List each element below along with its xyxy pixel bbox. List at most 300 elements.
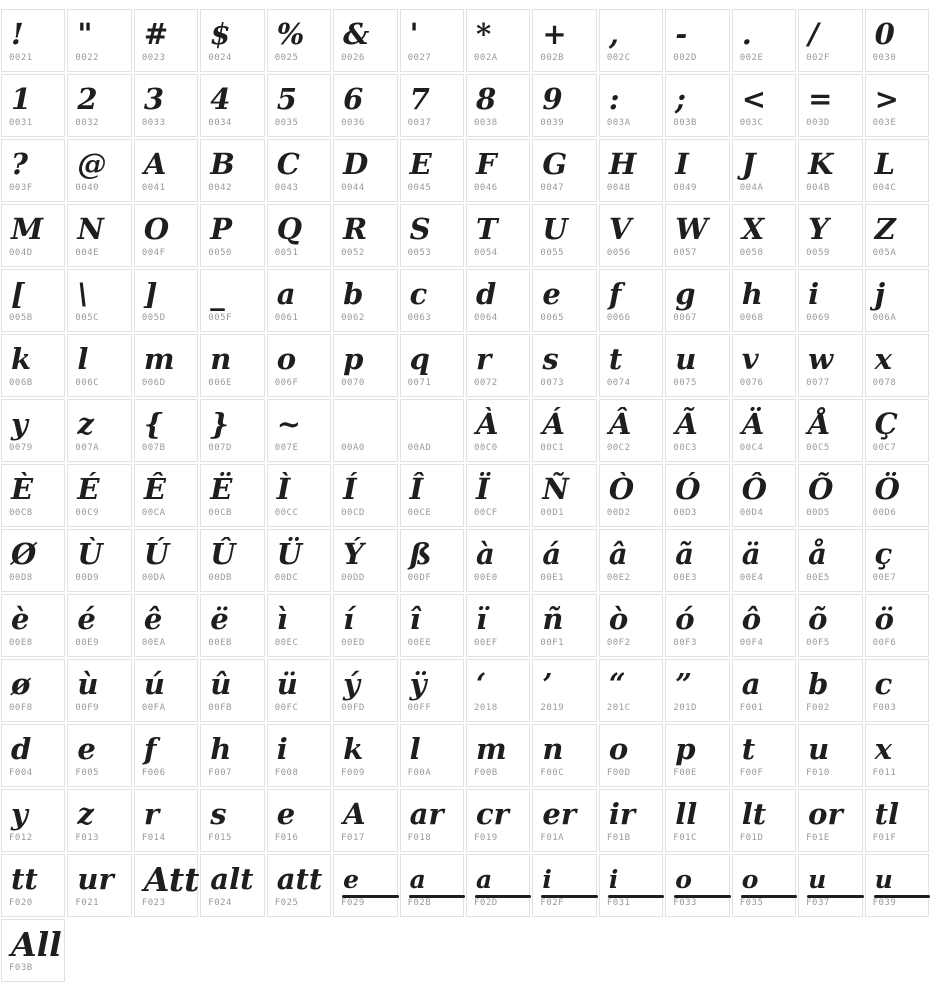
glyph-cell	[732, 399, 796, 462]
glyph-cell	[599, 854, 663, 917]
glyph-code-label: F003	[872, 703, 897, 713]
glyph-code-label: 0039	[540, 118, 565, 128]
glyph-code-label: F01A	[540, 833, 565, 843]
glyph-character: K	[808, 146, 834, 181]
glyph-cell	[798, 9, 862, 72]
glyph-code-label: 00EA	[141, 638, 166, 648]
glyph-code-label: F001	[739, 703, 764, 713]
glyph-character: Â	[608, 406, 632, 441]
glyph-cell	[865, 854, 929, 917]
glyph-character: ‘	[476, 666, 487, 701]
glyph-cell	[532, 724, 596, 787]
glyph-character: R	[343, 211, 368, 246]
glyph-code-label: 0056	[606, 248, 631, 258]
glyph-character: Ï	[476, 471, 490, 506]
glyph-character: ]	[143, 276, 158, 311]
glyph-character: lt	[741, 796, 767, 831]
glyph-code-label: 0078	[872, 378, 897, 388]
glyph-code-label: 00C0	[474, 443, 498, 453]
glyph-code-label: F019	[474, 833, 498, 843]
glyph-code-label: 0072	[474, 378, 498, 388]
glyph-code-label: 0049	[673, 183, 697, 193]
glyph-code-label: 006E	[208, 378, 232, 388]
glyph-character: x	[874, 731, 892, 766]
glyph-cell	[267, 334, 331, 397]
glyph-character: d	[11, 731, 32, 766]
glyph-code-label: F01F	[872, 833, 897, 843]
glyph-character: All	[11, 924, 62, 964]
glyph-cell	[400, 399, 464, 462]
glyph-cell	[865, 399, 929, 462]
glyph-code-label: 00F2	[606, 638, 631, 648]
glyph-cell	[532, 594, 596, 657]
glyph-code-label: 00D2	[606, 508, 631, 518]
glyph-cell	[732, 269, 796, 332]
glyph-code-label: 00C5	[806, 443, 830, 453]
glyph-cell	[1, 659, 65, 722]
glyph-character: r	[476, 341, 492, 376]
glyph-cell	[400, 594, 464, 657]
glyph-character: u	[874, 864, 893, 894]
glyph-code-label: 0053	[407, 248, 432, 258]
glyph-code-label: F00B	[474, 768, 498, 778]
glyph-character: h	[210, 731, 232, 766]
glyph-cell	[333, 659, 397, 722]
glyph-character: u	[675, 341, 697, 376]
glyph-code-label: 00FF	[407, 703, 432, 713]
glyph-character: ~	[276, 406, 302, 441]
glyph-code-label: F01D	[739, 833, 764, 843]
glyph-character: 2	[77, 81, 98, 116]
glyph-character: C	[276, 146, 300, 181]
glyph-cell	[599, 724, 663, 787]
glyph-code-label: 00DF	[407, 573, 432, 583]
glyph-code-label: 0035	[274, 118, 299, 128]
glyph-cell	[67, 334, 131, 397]
glyph-character: @	[77, 146, 107, 181]
glyph-code-label: F017	[341, 833, 365, 843]
glyph-code-label: 003B	[673, 118, 697, 128]
glyph-cell	[798, 74, 862, 137]
glyph-code-label: 0070	[341, 378, 365, 388]
glyph-cell	[665, 74, 729, 137]
glyph-cell	[1, 724, 65, 787]
glyph-cell	[400, 139, 464, 202]
glyph-code-label: 00E1	[540, 573, 565, 583]
glyph-code-label: 00F3	[673, 638, 697, 648]
glyph-code-label: 00DB	[208, 573, 232, 583]
glyph-code-label: 0067	[673, 313, 697, 323]
glyph-code-label: 2018	[474, 703, 498, 713]
glyph-character: ô	[741, 601, 762, 636]
glyph-cell	[1, 854, 65, 917]
glyph-character: s	[542, 341, 559, 376]
glyph-character: a	[741, 666, 761, 701]
glyph-cell	[865, 334, 929, 397]
glyph-character: e	[77, 731, 96, 766]
glyph-code-label: 005D	[141, 313, 166, 323]
glyph-cell	[732, 529, 796, 592]
glyph-cell	[665, 594, 729, 657]
glyph-code-label: 00FD	[341, 703, 365, 713]
glyph-code-label: F035	[739, 898, 764, 908]
glyph-cell	[466, 334, 530, 397]
glyph-code-label: 00E7	[872, 573, 897, 583]
glyph-cell	[1, 334, 65, 397]
glyph-code-label: 0038	[474, 118, 498, 128]
glyph-code-label: 00EE	[407, 638, 432, 648]
glyph-cell	[665, 9, 729, 72]
glyph-cell	[798, 659, 862, 722]
glyph-cell	[400, 9, 464, 72]
glyph-code-label: 00CB	[208, 508, 232, 518]
glyph-cell	[67, 854, 131, 917]
glyph-code-label: 00F9	[75, 703, 100, 713]
glyph-character: ã	[675, 536, 695, 571]
glyph-character: ý	[343, 666, 360, 701]
glyph-code-label: 0074	[606, 378, 631, 388]
glyph-cell	[665, 659, 729, 722]
glyph-cell	[798, 724, 862, 787]
glyph-cell	[400, 74, 464, 137]
glyph-cell	[200, 269, 264, 332]
glyph-character: ï	[476, 601, 488, 636]
glyph-character: {	[143, 406, 163, 441]
glyph-character: ur	[77, 861, 114, 896]
glyph-character: v	[741, 341, 759, 376]
glyph-code-label: 004B	[806, 183, 830, 193]
glyph-cell	[599, 204, 663, 267]
glyph-character: w	[808, 341, 834, 376]
glyph-cell	[532, 854, 596, 917]
glyph-cell	[333, 204, 397, 267]
glyph-code-label: F00F	[739, 768, 764, 778]
glyph-character: t	[741, 731, 756, 766]
glyph-cell	[865, 724, 929, 787]
glyph-character: u	[808, 864, 827, 894]
glyph-character: a	[476, 864, 493, 894]
glyph-character: Õ	[808, 471, 834, 506]
glyph-cell	[200, 204, 264, 267]
glyph-code-label: F015	[208, 833, 232, 843]
glyph-character: Ý	[343, 536, 364, 571]
glyph-code-label: F00A	[407, 768, 432, 778]
glyph-cell	[798, 464, 862, 527]
glyph-cell	[200, 139, 264, 202]
glyph-cell	[865, 594, 929, 657]
glyph-character: ë	[210, 601, 229, 636]
glyph-character: er	[542, 796, 577, 831]
glyph-code-label: F01E	[806, 833, 830, 843]
glyph-code-label: F029	[341, 898, 365, 908]
glyph-cell	[200, 334, 264, 397]
glyph-cell	[267, 594, 331, 657]
glyph-code-label: 00A0	[341, 443, 365, 453]
glyph-cell	[67, 399, 131, 462]
glyph-cell	[466, 269, 530, 332]
glyph-character: =	[808, 81, 833, 116]
glyph-code-label: 0052	[341, 248, 365, 258]
glyph-code-label: F02F	[540, 898, 565, 908]
glyph-character: alt	[210, 861, 254, 896]
glyph-character: e	[542, 276, 561, 311]
glyph-character: g	[675, 276, 696, 311]
glyph-character: è	[11, 601, 30, 636]
glyph-character: <	[741, 81, 767, 116]
glyph-character: o	[675, 864, 692, 894]
glyph-character: ñ	[542, 601, 564, 636]
glyph-cell	[134, 399, 198, 462]
glyph-cell	[532, 269, 596, 332]
glyph-cell	[599, 789, 663, 852]
glyph-cell	[665, 529, 729, 592]
glyph-cell	[599, 659, 663, 722]
glyph-cell	[599, 399, 663, 462]
glyph-code-label: 0024	[208, 53, 232, 63]
glyph-code-label: 003C	[739, 118, 764, 128]
glyph-character: y	[11, 406, 28, 441]
glyph-character: tt	[11, 861, 38, 896]
glyph-character: É	[77, 471, 100, 506]
glyph-code-label: 0068	[739, 313, 764, 323]
glyph-character: À	[476, 406, 499, 441]
glyph-cell	[532, 464, 596, 527]
glyph-character: A	[343, 796, 366, 831]
glyph-code-label: 0031	[9, 118, 33, 128]
glyph-code-label: 005B	[9, 313, 33, 323]
glyph-code-label: 0055	[540, 248, 565, 258]
glyph-cell	[466, 789, 530, 852]
glyph-code-label: 2019	[540, 703, 565, 713]
glyph-cell	[599, 464, 663, 527]
glyph-code-label: 0037	[407, 118, 432, 128]
glyph-cell	[134, 594, 198, 657]
glyph-cell	[665, 399, 729, 462]
glyph-code-label: 00ED	[341, 638, 365, 648]
glyph-cell	[599, 334, 663, 397]
glyph-cell	[466, 204, 530, 267]
glyph-code-label: 0034	[208, 118, 232, 128]
glyph-character: 0	[874, 16, 895, 51]
glyph-code-label: 00DA	[141, 573, 166, 583]
glyph-code-label: 0073	[540, 378, 565, 388]
glyph-cell	[732, 854, 796, 917]
glyph-character: ö	[874, 601, 894, 636]
glyph-code-label: 00EB	[208, 638, 232, 648]
glyph-character: ar	[409, 796, 444, 831]
glyph-character: ó	[675, 601, 695, 636]
glyph-code-label: 00E5	[806, 573, 830, 583]
glyph-character: l	[77, 341, 89, 376]
glyph-character: I	[675, 146, 689, 181]
glyph-code-label: 005C	[75, 313, 100, 323]
glyph-code-label: F01B	[606, 833, 631, 843]
glyph-cell	[333, 9, 397, 72]
glyph-character: :	[608, 81, 620, 116]
glyph-cell	[134, 269, 198, 332]
glyph-cell	[732, 659, 796, 722]
glyph-cell	[267, 74, 331, 137]
glyph-cell	[67, 464, 131, 527]
glyph-character: E	[409, 146, 432, 181]
glyph-code-label: F03B	[9, 963, 33, 973]
glyph-character: Ä	[741, 406, 765, 441]
glyph-cell	[67, 74, 131, 137]
glyph-cell	[665, 269, 729, 332]
glyph-cell	[200, 789, 264, 852]
glyph-code-label: 201D	[673, 703, 697, 713]
glyph-character: z	[77, 796, 94, 831]
glyph-character: à	[476, 536, 495, 571]
glyph-cell	[665, 139, 729, 202]
glyph-code-label: 00CA	[141, 508, 166, 518]
glyph-cell	[732, 204, 796, 267]
glyph-character: /	[808, 16, 819, 51]
glyph-code-label: 00D1	[540, 508, 565, 518]
glyph-cell	[1, 919, 65, 982]
glyph-code-label: 00FC	[274, 703, 299, 713]
glyph-cell	[400, 789, 464, 852]
glyph-code-label: 00EF	[474, 638, 498, 648]
glyph-cell	[732, 594, 796, 657]
glyph-code-label: 00E2	[606, 573, 631, 583]
glyph-cell	[599, 594, 663, 657]
glyph-character: i	[276, 731, 288, 766]
glyph-code-label: 00C9	[75, 508, 100, 518]
glyph-cell	[267, 529, 331, 592]
glyph-code-label: 006D	[141, 378, 166, 388]
glyph-code-label: F024	[208, 898, 232, 908]
glyph-character: #	[143, 16, 169, 51]
glyph-code-label: 0051	[274, 248, 299, 258]
glyph-character: á	[542, 536, 562, 571]
glyph-cell	[1, 74, 65, 137]
glyph-character: o	[608, 731, 629, 766]
glyph-code-label: 00D5	[806, 508, 830, 518]
glyph-code-label: 00C1	[540, 443, 565, 453]
glyph-character: í	[343, 601, 355, 636]
glyph-code-label: 0043	[274, 183, 299, 193]
glyph-code-label: 0065	[540, 313, 565, 323]
glyph-cell	[798, 789, 862, 852]
glyph-cell	[732, 789, 796, 852]
glyph-cell	[865, 9, 929, 72]
glyph-cell	[798, 854, 862, 917]
glyph-code-label: 0040	[75, 183, 100, 193]
glyph-code-label: 0066	[606, 313, 631, 323]
glyph-code-label: 004D	[9, 248, 33, 258]
glyph-code-label: 00D9	[75, 573, 100, 583]
glyph-code-label: 007A	[75, 443, 100, 453]
glyph-code-label: 00F6	[872, 638, 897, 648]
glyph-code-label: F011	[872, 768, 897, 778]
glyph-cell	[466, 9, 530, 72]
glyph-character: t	[608, 341, 623, 376]
glyph-character: ù	[77, 666, 99, 701]
glyph-cell	[532, 529, 596, 592]
glyph-character: j	[874, 276, 886, 311]
glyph-character: d	[476, 276, 497, 311]
glyph-code-label: 002A	[474, 53, 498, 63]
glyph-code-label: 00CC	[274, 508, 299, 518]
glyph-cell	[599, 529, 663, 592]
glyph-cell	[333, 74, 397, 137]
glyph-character: ç	[874, 536, 893, 571]
glyph-cell	[134, 74, 198, 137]
glyph-character: Att	[143, 859, 200, 899]
glyph-character: ”	[675, 666, 692, 701]
glyph-code-label: F037	[806, 898, 830, 908]
glyph-character: ì	[276, 601, 288, 636]
glyph-cell	[865, 139, 929, 202]
glyph-code-label: 00D8	[9, 573, 33, 583]
glyph-cell	[333, 724, 397, 787]
glyph-character: n	[542, 731, 564, 766]
glyph-character: or	[808, 796, 843, 831]
glyph-code-label: 0045	[407, 183, 432, 193]
glyph-cell	[865, 659, 929, 722]
glyph-cell	[400, 269, 464, 332]
glyph-character: c	[409, 276, 428, 311]
glyph-cell	[599, 139, 663, 202]
glyph-character: ir	[608, 796, 636, 831]
glyph-character: P	[210, 211, 233, 246]
glyph-character: tl	[874, 796, 899, 831]
glyph-character: J	[741, 146, 756, 181]
glyph-code-label: F007	[208, 768, 232, 778]
glyph-cell	[400, 724, 464, 787]
glyph-cell	[532, 74, 596, 137]
glyph-character: Ó	[675, 471, 701, 506]
glyph-character: a	[276, 276, 296, 311]
glyph-cell	[1, 464, 65, 527]
glyph-code-label: F023	[141, 898, 166, 908]
glyph-cell	[333, 139, 397, 202]
glyph-code-label: 006C	[75, 378, 100, 388]
glyph-code-label: F002	[806, 703, 830, 713]
glyph-code-label: F02B	[407, 898, 432, 908]
glyph-code-label: 002E	[739, 53, 764, 63]
glyph-character: p	[343, 341, 364, 376]
glyph-character: r	[143, 796, 160, 831]
glyph-code-label: 00DC	[274, 573, 299, 583]
glyph-character: >	[874, 81, 899, 116]
glyph-character: G	[542, 146, 568, 181]
glyph-code-label: 0030	[872, 53, 897, 63]
glyph-cell	[532, 139, 596, 202]
glyph-character: M	[11, 211, 44, 246]
glyph-code-label: 0022	[75, 53, 100, 63]
glyph-character: Ö	[874, 471, 900, 506]
glyph-character: o	[276, 341, 297, 376]
glyph-code-label: F025	[274, 898, 299, 908]
glyph-character: [	[11, 276, 25, 311]
glyph-code-label: 004A	[739, 183, 764, 193]
glyph-character: e	[343, 864, 360, 894]
glyph-character: N	[77, 211, 104, 246]
glyph-code-label: 201C	[606, 703, 631, 713]
glyph-code-label: 0042	[208, 183, 232, 193]
glyph-character: 7	[409, 81, 430, 116]
glyph-character: å	[808, 536, 827, 571]
glyph-character: L	[874, 146, 895, 181]
glyph-cell	[67, 724, 131, 787]
glyph-code-label: 0054	[474, 248, 498, 258]
glyph-cell	[798, 594, 862, 657]
glyph-character: Ã	[675, 406, 698, 441]
glyph-code-label: 00AD	[407, 443, 432, 453]
glyph-cell	[865, 74, 929, 137]
